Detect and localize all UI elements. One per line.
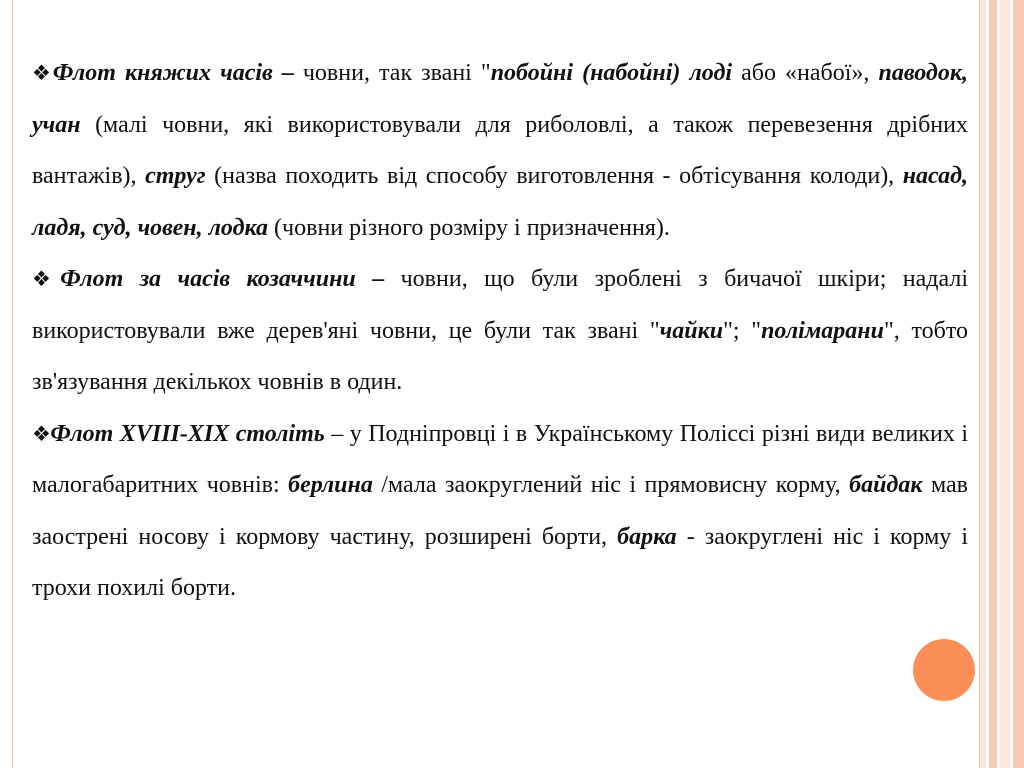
text-segment: "; "	[723, 317, 762, 344]
term-strug: струг	[145, 163, 206, 189]
text-segment: човни, що були зроблені з бичачої шкіри; надалі використовували вже дерев'яні човни, це були так звані "	[32, 266, 969, 344]
text-segment: (назва походить від способу виготовлення - обтісування колоди),	[205, 163, 903, 189]
paragraph-2	[32, 254, 968, 409]
text-segment: (малі човни, які використовували для риболовлі, а також перевезення дрібних вантажів),	[32, 111, 968, 189]
text-segment: – у Подніпровці і в Українському Поліссі різні види великих і малогабаритних човнів:	[32, 420, 969, 498]
term-xviii-xix: Флот XVIII-XIX століть	[50, 420, 325, 447]
text-segment: - заокруглені ніс і корму і трохи похилі борти.	[32, 523, 969, 601]
stripe-inner-2	[1000, 0, 1010, 768]
dash: –	[355, 266, 401, 292]
stripe-inner-1	[989, 0, 997, 768]
term-pobojni: побойні (набойні) лоді	[490, 60, 733, 86]
stripe-inner-3	[1013, 0, 1024, 768]
term-barka: барка	[617, 523, 677, 550]
text-segment: ", тобто зв'язування декількох човнів в один.	[32, 317, 968, 395]
term-berlyna: берлина	[288, 472, 373, 498]
paragraph-3	[32, 409, 968, 615]
text-segment: мав заострені носову і кормову частину, розширені борти,	[32, 472, 968, 550]
term-pavodok: паводок, учан	[32, 60, 968, 138]
decorative-stripes	[980, 0, 1024, 768]
text-segment: (човни різного розміру і призначення).	[268, 214, 670, 241]
text-segment: човни, так звані "	[302, 60, 491, 86]
bullet-icon: ❖	[32, 61, 53, 85]
term-kozachchyna: Флот за часів козаччини	[60, 266, 356, 292]
term-polimarany: полімарани	[761, 317, 884, 344]
stripe-outer	[980, 0, 986, 768]
dash: –	[272, 60, 303, 86]
orange-circle-decoration	[913, 639, 975, 701]
slide-content	[32, 48, 968, 615]
term-baidak: байдак	[849, 472, 923, 498]
paragraph-1	[32, 48, 968, 254]
term-knyazhi: Флот княжих часів	[52, 60, 273, 86]
term-chaiky: чайки	[659, 317, 724, 344]
bullet-icon: ❖	[32, 267, 61, 291]
term-nasad: насад, ладя, суд, човен, лодка	[32, 163, 968, 241]
bullet-icon: ❖	[32, 421, 51, 446]
text-segment: /мала заокруглений ніс і прямовисну корму,	[372, 472, 850, 498]
text-segment: або «набої»,	[732, 60, 879, 86]
